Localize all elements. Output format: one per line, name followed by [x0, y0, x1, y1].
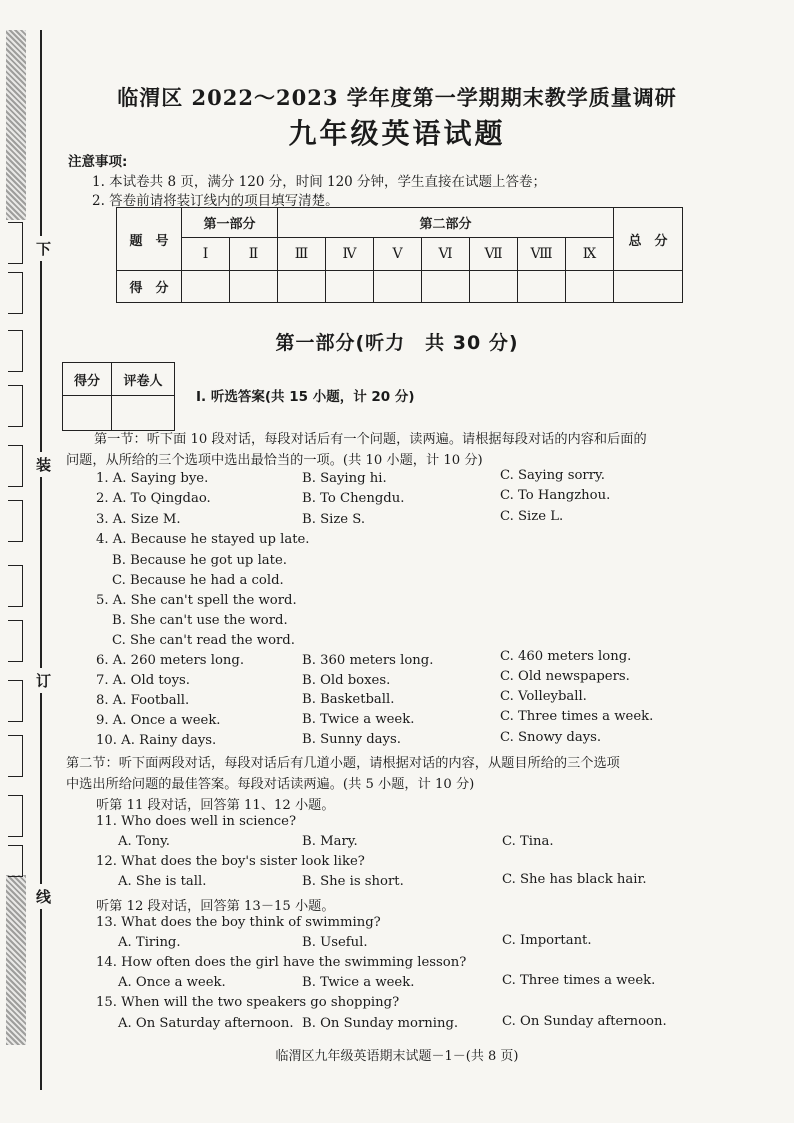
question-12-stem: 12. What does the boy's sister look like?: [96, 854, 365, 869]
binding-bracket: [8, 222, 23, 264]
question-6-option-b: B. 360 meters long.: [302, 653, 434, 668]
binding-bracket: [8, 620, 23, 662]
question-14-option-c: C. Three times a week.: [502, 973, 656, 988]
question-15-stem: 15. When will the two speakers go shopping?: [96, 995, 400, 1010]
question-12-option-c: C. She has black hair.: [502, 872, 647, 887]
binding-label: 线: [36, 884, 51, 909]
part2-header: 第二部分: [278, 208, 614, 238]
grader-name-cell[interactable]: [112, 396, 175, 431]
total-header: 总 分: [614, 208, 683, 271]
score-cell[interactable]: [326, 271, 374, 303]
question-6-option-a: 6. A. 260 meters long.: [96, 653, 245, 668]
question-15-option-b: B. On Sunday morning.: [302, 1016, 459, 1031]
question-7-option-a: 7. A. Old toys.: [96, 673, 190, 688]
binding-bracket: [8, 795, 23, 837]
question-7-option-b: B. Old boxes.: [302, 673, 391, 688]
section-numeral: Ⅵ: [422, 238, 470, 271]
score-cell[interactable]: [374, 271, 422, 303]
question-10-option-b: B. Sunny days.: [302, 732, 401, 747]
question-13-option-b: B. Useful.: [302, 935, 368, 950]
section2-instructions: 第二节：听下面两段对话，每段对话后有几道小题，请根据对话的内容，从题目所给的三个选项: [66, 756, 620, 771]
question-3-option-c: C. Size L.: [500, 509, 564, 524]
question-14-stem: 14. How often does the girl have the swimming lesson?: [96, 955, 467, 970]
question-2-option-a: 2. A. To Qingdao.: [96, 491, 211, 506]
row-label-score: 得 分: [117, 271, 182, 303]
dialogue-12-instruction: 听第 12 段对话，回答第 13－15 小题。: [96, 899, 335, 914]
question-10-option-a: 10. A. Rainy days.: [96, 733, 217, 748]
section-numeral: Ⅱ: [230, 238, 278, 271]
question-11-stem: 11. Who does well in science?: [96, 814, 297, 829]
grader-score-cell[interactable]: [63, 396, 112, 431]
binding-bracket: [8, 385, 23, 427]
part1-title: 第一部分(听力 共 30 分): [275, 332, 519, 354]
dialogue-11-instruction: 听第 11 段对话，回答第 11、12 小题。: [96, 798, 335, 813]
section1-instructions: 问题，从所给的三个选项中选出最恰当的一项。(共 10 小题，计 10 分): [66, 453, 483, 468]
exam-subtitle: 九年级英语试题: [288, 117, 506, 150]
section2-instructions: 中选出所给问题的最佳答案。每段对话读两遍。(共 5 小题，计 10 分): [66, 777, 475, 792]
binding-bracket: [8, 735, 23, 777]
question-7-option-c: C. Old newspapers.: [500, 669, 630, 684]
question-1-option-a: 1. A. Saying bye.: [96, 471, 209, 486]
question-3-option-a: 3. A. Size M.: [96, 512, 181, 527]
question-1-option-b: B. Saying hi.: [302, 471, 387, 486]
binding-bracket: [8, 680, 23, 722]
binding-bracket: [8, 565, 23, 607]
notice-item: 2. 答卷前请将装订线内的项目填写清楚。: [92, 193, 339, 209]
question-12-option-b: B. She is short.: [302, 874, 404, 889]
question-5-option-c: C. She can't read the word.: [112, 633, 295, 648]
question-5-option-b: B. She can't use the word.: [112, 613, 288, 628]
binding-line: [40, 30, 42, 1090]
score-cell[interactable]: [230, 271, 278, 303]
question-13-stem: 13. What does the boy think of swimming?: [96, 915, 381, 930]
question-8-option-c: C. Volleyball.: [500, 689, 587, 704]
binding-label: 下: [36, 236, 51, 261]
score-cell[interactable]: [566, 271, 614, 303]
question-4-option-c: C. Because he had a cold.: [112, 573, 284, 588]
binding-bracket: [8, 272, 23, 314]
score-cell[interactable]: [278, 271, 326, 303]
question-8-option-b: B. Basketball.: [302, 692, 395, 707]
question-5-option-a: 5. A. She can't spell the word.: [96, 593, 297, 608]
question-14-option-b: B. Twice a week.: [302, 975, 415, 990]
question-11-option-a: A. Tony.: [118, 834, 171, 849]
question-14-option-a: A. Once a week.: [118, 975, 226, 990]
score-cell[interactable]: [182, 271, 230, 303]
binding-label: 装: [36, 452, 51, 477]
score-cell[interactable]: [470, 271, 518, 303]
question-2-option-c: C. To Hangzhou.: [500, 488, 611, 503]
question-10-option-c: C. Snowy days.: [500, 730, 602, 745]
question-12-option-a: A. She is tall.: [118, 874, 207, 889]
scan-noise: [6, 875, 26, 1045]
grader-score-label: 得分: [63, 363, 112, 396]
score-cell[interactable]: [422, 271, 470, 303]
question-9-option-a: 9. A. Once a week.: [96, 713, 221, 728]
question-2-option-b: B. To Chengdu.: [302, 491, 405, 506]
grader-name-label: 评卷人: [112, 363, 175, 396]
question-9-option-c: C. Three times a week.: [500, 709, 654, 724]
section-numeral: Ⅸ: [566, 238, 614, 271]
binding-bracket: [8, 445, 23, 487]
question-8-option-a: 8. A. Football.: [96, 693, 190, 708]
question-13-option-a: A. Tiring.: [118, 935, 181, 950]
row-label-item: 题 号: [117, 208, 182, 271]
part1-header: 第一部分: [182, 208, 278, 238]
section-numeral: Ⅲ: [278, 238, 326, 271]
score-table: [116, 207, 683, 303]
question-15-option-a: A. On Saturday afternoon.: [118, 1016, 294, 1031]
score-cell-total[interactable]: [614, 271, 683, 303]
section-numeral: Ⅶ: [470, 238, 518, 271]
question-15-option-c: C. On Sunday afternoon.: [502, 1014, 667, 1029]
question-11-option-c: C. Tina.: [502, 834, 554, 849]
binding-margin: [0, 0, 36, 1123]
question-6-option-c: C. 460 meters long.: [500, 649, 632, 664]
exam-title: 临渭区 2022～2023 学年度第一学期期末教学质量调研: [117, 85, 677, 110]
question-11-option-b: B. Mary.: [302, 834, 358, 849]
question-1-option-c: C. Saying sorry.: [500, 468, 605, 483]
question-3-option-b: B. Size S.: [302, 512, 366, 527]
question-4-option-b: B. Because he got up late.: [112, 553, 287, 568]
binding-bracket: [8, 845, 23, 877]
section-title: Ⅰ. 听选答案(共 15 小题，计 20 分): [196, 389, 415, 405]
section-numeral: Ⅷ: [518, 238, 566, 271]
section-numeral: Ⅴ: [374, 238, 422, 271]
question-4-option-a: 4. A. Because he stayed up late.: [96, 532, 310, 547]
binding-bracket: [8, 500, 23, 542]
question-9-option-b: B. Twice a week.: [302, 712, 415, 727]
binding-label: 订: [36, 668, 51, 693]
grader-box: [62, 362, 175, 431]
section-numeral: Ⅳ: [326, 238, 374, 271]
notice-item: 1. 本试卷共 8 页，满分 120 分，时间 120 分钟，学生直接在试题上答卷；: [92, 174, 547, 190]
question-13-option-c: C. Important.: [502, 933, 592, 948]
score-cell[interactable]: [518, 271, 566, 303]
section1-instructions: 第一节：听下面 10 段对话，每段对话后有一个问题，读两遍。请根据每段对话的内容和后面的: [94, 432, 647, 447]
section-numeral: Ⅰ: [182, 238, 230, 271]
notice-heading: 注意事项:: [68, 154, 128, 170]
page-footer: 临渭区九年级英语期末试题－1－(共 8 页): [275, 1049, 519, 1064]
